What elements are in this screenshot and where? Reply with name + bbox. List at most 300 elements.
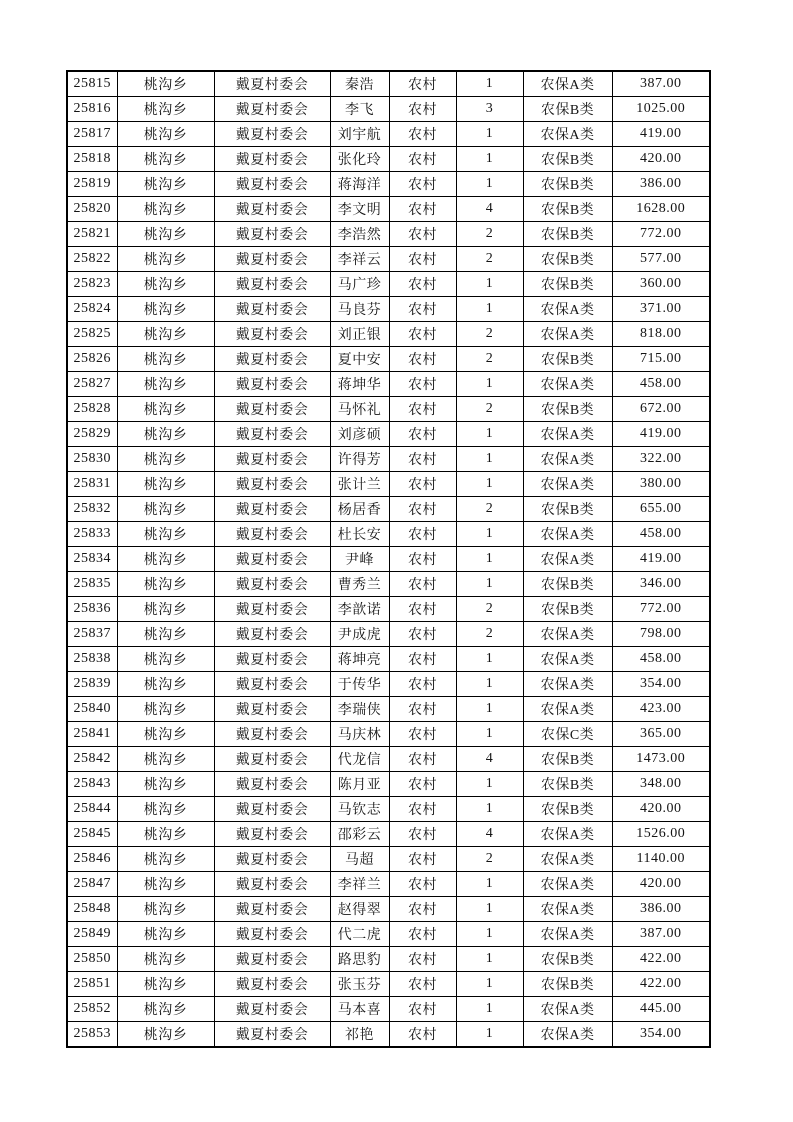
cell-record-id: 25849	[67, 922, 117, 947]
cell-residence-type: 农村	[389, 322, 456, 347]
cell-insurance-category: 农保A类	[523, 122, 612, 147]
cell-record-id: 25824	[67, 297, 117, 322]
cell-person-name: 李歆诺	[330, 597, 389, 622]
cell-insurance-category: 农保A类	[523, 522, 612, 547]
cell-record-id: 25828	[67, 397, 117, 422]
table-row	[67, 222, 710, 247]
cell-residence-type: 农村	[389, 372, 456, 397]
cell-record-id: 25835	[67, 572, 117, 597]
cell-residence-type: 农村	[389, 722, 456, 747]
cell-amount: 577.00	[612, 247, 710, 272]
cell-person-count: 1	[456, 547, 523, 572]
table-row	[67, 247, 710, 272]
cell-person-count: 1	[456, 672, 523, 697]
cell-person-name: 于传华	[330, 672, 389, 697]
cell-township: 桃沟乡	[117, 822, 214, 847]
cell-record-id: 25816	[67, 97, 117, 122]
cell-record-id: 25825	[67, 322, 117, 347]
cell-person-name: 李文明	[330, 197, 389, 222]
cell-person-count: 2	[456, 347, 523, 372]
cell-insurance-category: 农保A类	[523, 472, 612, 497]
cell-amount: 798.00	[612, 622, 710, 647]
cell-township: 桃沟乡	[117, 922, 214, 947]
cell-amount: 1473.00	[612, 747, 710, 772]
cell-township: 桃沟乡	[117, 522, 214, 547]
cell-person-count: 1	[456, 897, 523, 922]
cell-person-name: 马良芬	[330, 297, 389, 322]
table-row	[67, 647, 710, 672]
cell-insurance-category: 农保A类	[523, 872, 612, 897]
cell-residence-type: 农村	[389, 822, 456, 847]
cell-amount: 348.00	[612, 772, 710, 797]
cell-person-name: 陈月亚	[330, 772, 389, 797]
cell-record-id: 25833	[67, 522, 117, 547]
cell-person-count: 3	[456, 97, 523, 122]
cell-record-id: 25845	[67, 822, 117, 847]
cell-amount: 672.00	[612, 397, 710, 422]
cell-record-id: 25840	[67, 697, 117, 722]
cell-person-count: 1	[456, 147, 523, 172]
cell-record-id: 25820	[67, 197, 117, 222]
cell-village-committee: 戴夏村委会	[214, 1022, 330, 1048]
cell-insurance-category: 农保B类	[523, 747, 612, 772]
cell-village-committee: 戴夏村委会	[214, 97, 330, 122]
cell-amount: 386.00	[612, 897, 710, 922]
cell-residence-type: 农村	[389, 1022, 456, 1048]
cell-amount: 422.00	[612, 972, 710, 997]
cell-village-committee: 戴夏村委会	[214, 672, 330, 697]
cell-person-count: 2	[456, 597, 523, 622]
cell-person-name: 尹峰	[330, 547, 389, 572]
cell-village-committee: 戴夏村委会	[214, 447, 330, 472]
cell-record-id: 25842	[67, 747, 117, 772]
cell-person-name: 李瑞侠	[330, 697, 389, 722]
cell-amount: 387.00	[612, 922, 710, 947]
cell-insurance-category: 农保B类	[523, 947, 612, 972]
cell-insurance-category: 农保B类	[523, 772, 612, 797]
cell-village-committee: 戴夏村委会	[214, 947, 330, 972]
cell-person-name: 杨居香	[330, 497, 389, 522]
cell-amount: 458.00	[612, 647, 710, 672]
cell-record-id: 25831	[67, 472, 117, 497]
cell-person-name: 蒋坤华	[330, 372, 389, 397]
cell-township: 桃沟乡	[117, 147, 214, 172]
cell-amount: 322.00	[612, 447, 710, 472]
table-row	[67, 872, 710, 897]
cell-person-count: 1	[456, 647, 523, 672]
cell-village-committee: 戴夏村委会	[214, 347, 330, 372]
cell-person-count: 1	[456, 697, 523, 722]
cell-township: 桃沟乡	[117, 797, 214, 822]
cell-insurance-category: 农保A类	[523, 297, 612, 322]
cell-township: 桃沟乡	[117, 847, 214, 872]
cell-township: 桃沟乡	[117, 97, 214, 122]
cell-record-id: 25819	[67, 172, 117, 197]
cell-person-name: 马超	[330, 847, 389, 872]
cell-person-count: 1	[456, 1022, 523, 1048]
cell-village-committee: 戴夏村委会	[214, 597, 330, 622]
cell-insurance-category: 农保B类	[523, 222, 612, 247]
cell-township: 桃沟乡	[117, 597, 214, 622]
cell-insurance-category: 农保A类	[523, 822, 612, 847]
table-row	[67, 597, 710, 622]
cell-residence-type: 农村	[389, 497, 456, 522]
cell-insurance-category: 农保B类	[523, 97, 612, 122]
cell-person-name: 李浩然	[330, 222, 389, 247]
table-row	[67, 747, 710, 772]
cell-residence-type: 农村	[389, 147, 456, 172]
cell-village-committee: 戴夏村委会	[214, 397, 330, 422]
cell-township: 桃沟乡	[117, 247, 214, 272]
cell-village-committee: 戴夏村委会	[214, 272, 330, 297]
cell-residence-type: 农村	[389, 622, 456, 647]
cell-person-name: 马广珍	[330, 272, 389, 297]
cell-insurance-category: 农保B类	[523, 272, 612, 297]
cell-insurance-category: 农保A类	[523, 647, 612, 672]
cell-village-committee: 戴夏村委会	[214, 172, 330, 197]
cell-township: 桃沟乡	[117, 197, 214, 222]
cell-insurance-category: 农保B类	[523, 247, 612, 272]
cell-township: 桃沟乡	[117, 547, 214, 572]
cell-amount: 346.00	[612, 572, 710, 597]
cell-village-committee: 戴夏村委会	[214, 822, 330, 847]
cell-township: 桃沟乡	[117, 472, 214, 497]
cell-person-name: 曹秀兰	[330, 572, 389, 597]
cell-person-count: 4	[456, 197, 523, 222]
cell-residence-type: 农村	[389, 272, 456, 297]
cell-township: 桃沟乡	[117, 71, 214, 97]
cell-village-committee: 戴夏村委会	[214, 747, 330, 772]
cell-record-id: 25853	[67, 1022, 117, 1048]
table-row	[67, 922, 710, 947]
cell-person-name: 许得芳	[330, 447, 389, 472]
cell-residence-type: 农村	[389, 472, 456, 497]
cell-village-committee: 戴夏村委会	[214, 522, 330, 547]
cell-residence-type: 农村	[389, 597, 456, 622]
cell-record-id: 25836	[67, 597, 117, 622]
cell-township: 桃沟乡	[117, 747, 214, 772]
table-row	[67, 197, 710, 222]
table-row	[67, 822, 710, 847]
cell-township: 桃沟乡	[117, 347, 214, 372]
cell-amount: 1025.00	[612, 97, 710, 122]
cell-person-name: 马怀礼	[330, 397, 389, 422]
cell-insurance-category: 农保A类	[523, 447, 612, 472]
cell-residence-type: 农村	[389, 797, 456, 822]
cell-person-name: 李祥云	[330, 247, 389, 272]
table-row	[67, 297, 710, 322]
cell-person-name: 张玉芬	[330, 972, 389, 997]
cell-amount: 715.00	[612, 347, 710, 372]
cell-village-committee: 戴夏村委会	[214, 772, 330, 797]
cell-person-count: 1	[456, 297, 523, 322]
cell-residence-type: 农村	[389, 97, 456, 122]
cell-township: 桃沟乡	[117, 372, 214, 397]
cell-township: 桃沟乡	[117, 1022, 214, 1048]
cell-insurance-category: 农保A类	[523, 322, 612, 347]
cell-person-name: 代二虎	[330, 922, 389, 947]
cell-residence-type: 农村	[389, 922, 456, 947]
cell-township: 桃沟乡	[117, 297, 214, 322]
table-row	[67, 722, 710, 747]
cell-village-committee: 戴夏村委会	[214, 422, 330, 447]
cell-person-count: 1	[456, 947, 523, 972]
table-row	[67, 572, 710, 597]
cell-village-committee: 戴夏村委会	[214, 572, 330, 597]
table-row	[67, 547, 710, 572]
cell-person-count: 4	[456, 747, 523, 772]
cell-person-name: 代龙信	[330, 747, 389, 772]
cell-township: 桃沟乡	[117, 422, 214, 447]
cell-village-committee: 戴夏村委会	[214, 122, 330, 147]
cell-record-id: 25834	[67, 547, 117, 572]
cell-residence-type: 农村	[389, 347, 456, 372]
cell-village-committee: 戴夏村委会	[214, 622, 330, 647]
cell-person-count: 1	[456, 172, 523, 197]
table-row	[67, 122, 710, 147]
cell-village-committee: 戴夏村委会	[214, 722, 330, 747]
cell-person-count: 1	[456, 122, 523, 147]
cell-person-name: 蒋坤亮	[330, 647, 389, 672]
cell-person-name: 尹成虎	[330, 622, 389, 647]
cell-township: 桃沟乡	[117, 322, 214, 347]
cell-township: 桃沟乡	[117, 947, 214, 972]
cell-person-name: 李祥兰	[330, 872, 389, 897]
cell-insurance-category: 农保A类	[523, 922, 612, 947]
cell-amount: 380.00	[612, 472, 710, 497]
cell-village-committee: 戴夏村委会	[214, 197, 330, 222]
cell-amount: 1526.00	[612, 822, 710, 847]
cell-township: 桃沟乡	[117, 447, 214, 472]
cell-insurance-category: 农保A类	[523, 422, 612, 447]
cell-insurance-category: 农保A类	[523, 897, 612, 922]
cell-village-committee: 戴夏村委会	[214, 847, 330, 872]
table-row	[67, 697, 710, 722]
cell-person-name: 祁艳	[330, 1022, 389, 1048]
cell-amount: 371.00	[612, 297, 710, 322]
cell-person-count: 1	[456, 422, 523, 447]
cell-residence-type: 农村	[389, 872, 456, 897]
cell-residence-type: 农村	[389, 972, 456, 997]
cell-person-count: 2	[456, 222, 523, 247]
cell-amount: 1140.00	[612, 847, 710, 872]
cell-residence-type: 农村	[389, 222, 456, 247]
cell-residence-type: 农村	[389, 397, 456, 422]
cell-township: 桃沟乡	[117, 997, 214, 1022]
table-row	[67, 347, 710, 372]
cell-record-id: 25815	[67, 71, 117, 97]
cell-record-id: 25848	[67, 897, 117, 922]
cell-township: 桃沟乡	[117, 972, 214, 997]
cell-township: 桃沟乡	[117, 622, 214, 647]
cell-amount: 365.00	[612, 722, 710, 747]
cell-person-name: 秦浩	[330, 71, 389, 97]
cell-record-id: 25830	[67, 447, 117, 472]
cell-insurance-category: 农保B类	[523, 147, 612, 172]
cell-person-count: 2	[456, 497, 523, 522]
cell-amount: 422.00	[612, 947, 710, 972]
table-row	[67, 897, 710, 922]
table-row	[67, 447, 710, 472]
cell-person-name: 刘正银	[330, 322, 389, 347]
cell-person-count: 1	[456, 472, 523, 497]
cell-insurance-category: 农保C类	[523, 722, 612, 747]
cell-village-committee: 戴夏村委会	[214, 497, 330, 522]
cell-township: 桃沟乡	[117, 672, 214, 697]
cell-village-committee: 戴夏村委会	[214, 697, 330, 722]
cell-person-count: 2	[456, 397, 523, 422]
cell-record-id: 25847	[67, 872, 117, 897]
cell-record-id: 25829	[67, 422, 117, 447]
cell-amount: 386.00	[612, 172, 710, 197]
cell-residence-type: 农村	[389, 522, 456, 547]
cell-person-count: 1	[456, 272, 523, 297]
cell-township: 桃沟乡	[117, 497, 214, 522]
cell-record-id: 25826	[67, 347, 117, 372]
cell-person-count: 1	[456, 772, 523, 797]
cell-amount: 420.00	[612, 147, 710, 172]
cell-record-id: 25832	[67, 497, 117, 522]
table-row	[67, 97, 710, 122]
cell-amount: 354.00	[612, 1022, 710, 1048]
cell-insurance-category: 农保A类	[523, 372, 612, 397]
cell-village-committee: 戴夏村委会	[214, 71, 330, 97]
cell-residence-type: 农村	[389, 422, 456, 447]
cell-village-committee: 戴夏村委会	[214, 147, 330, 172]
cell-record-id: 25851	[67, 972, 117, 997]
cell-village-committee: 戴夏村委会	[214, 647, 330, 672]
cell-person-name: 刘宇航	[330, 122, 389, 147]
cell-amount: 655.00	[612, 497, 710, 522]
cell-person-name: 赵得翠	[330, 897, 389, 922]
table-row	[67, 422, 710, 447]
cell-residence-type: 农村	[389, 172, 456, 197]
cell-village-committee: 戴夏村委会	[214, 547, 330, 572]
cell-person-name: 张化玲	[330, 147, 389, 172]
table-row	[67, 372, 710, 397]
table-row	[67, 622, 710, 647]
cell-person-count: 1	[456, 997, 523, 1022]
cell-amount: 360.00	[612, 272, 710, 297]
cell-residence-type: 农村	[389, 122, 456, 147]
cell-residence-type: 农村	[389, 547, 456, 572]
cell-person-count: 2	[456, 322, 523, 347]
cell-village-committee: 戴夏村委会	[214, 997, 330, 1022]
cell-person-count: 1	[456, 572, 523, 597]
cell-residence-type: 农村	[389, 897, 456, 922]
cell-record-id: 25850	[67, 947, 117, 972]
cell-village-committee: 戴夏村委会	[214, 372, 330, 397]
cell-record-id: 25852	[67, 997, 117, 1022]
cell-insurance-category: 农保A类	[523, 547, 612, 572]
cell-record-id: 25822	[67, 247, 117, 272]
cell-record-id: 25844	[67, 797, 117, 822]
cell-township: 桃沟乡	[117, 222, 214, 247]
cell-village-committee: 戴夏村委会	[214, 472, 330, 497]
cell-insurance-category: 农保B类	[523, 397, 612, 422]
cell-record-id: 25823	[67, 272, 117, 297]
cell-person-count: 2	[456, 847, 523, 872]
cell-person-name: 马钦志	[330, 797, 389, 822]
cell-person-name: 马本喜	[330, 997, 389, 1022]
cell-township: 桃沟乡	[117, 897, 214, 922]
cell-township: 桃沟乡	[117, 272, 214, 297]
cell-amount: 445.00	[612, 997, 710, 1022]
cell-residence-type: 农村	[389, 572, 456, 597]
cell-residence-type: 农村	[389, 447, 456, 472]
cell-township: 桃沟乡	[117, 172, 214, 197]
cell-person-name: 路思豹	[330, 947, 389, 972]
cell-village-committee: 戴夏村委会	[214, 222, 330, 247]
table-row	[67, 772, 710, 797]
table-row	[67, 172, 710, 197]
cell-record-id: 25839	[67, 672, 117, 697]
cell-residence-type: 农村	[389, 772, 456, 797]
cell-record-id: 25817	[67, 122, 117, 147]
cell-person-count: 1	[456, 797, 523, 822]
cell-township: 桃沟乡	[117, 397, 214, 422]
cell-insurance-category: 农保A类	[523, 997, 612, 1022]
cell-insurance-category: 农保B类	[523, 347, 612, 372]
cell-village-committee: 戴夏村委会	[214, 897, 330, 922]
cell-insurance-category: 农保B类	[523, 572, 612, 597]
cell-amount: 420.00	[612, 872, 710, 897]
table-row	[67, 147, 710, 172]
cell-insurance-category: 农保B类	[523, 172, 612, 197]
cell-residence-type: 农村	[389, 697, 456, 722]
cell-residence-type: 农村	[389, 647, 456, 672]
cell-person-name: 蒋海洋	[330, 172, 389, 197]
cell-amount: 419.00	[612, 122, 710, 147]
table-row	[67, 997, 710, 1022]
table-row	[67, 522, 710, 547]
table-row	[67, 847, 710, 872]
cell-record-id: 25843	[67, 772, 117, 797]
cell-person-name: 刘彦硕	[330, 422, 389, 447]
cell-insurance-category: 农保A类	[523, 847, 612, 872]
cell-residence-type: 农村	[389, 197, 456, 222]
cell-record-id: 25818	[67, 147, 117, 172]
cell-record-id: 25837	[67, 622, 117, 647]
cell-township: 桃沟乡	[117, 647, 214, 672]
cell-person-count: 1	[456, 372, 523, 397]
cell-person-count: 1	[456, 447, 523, 472]
cell-person-name: 邵彩云	[330, 822, 389, 847]
cell-amount: 772.00	[612, 597, 710, 622]
cell-insurance-category: 农保B类	[523, 497, 612, 522]
cell-residence-type: 农村	[389, 71, 456, 97]
table-row	[67, 797, 710, 822]
cell-township: 桃沟乡	[117, 872, 214, 897]
cell-amount: 387.00	[612, 71, 710, 97]
table-row	[67, 272, 710, 297]
cell-village-committee: 戴夏村委会	[214, 247, 330, 272]
cell-amount: 818.00	[612, 322, 710, 347]
cell-record-id: 25846	[67, 847, 117, 872]
cell-insurance-category: 农保A类	[523, 1022, 612, 1048]
cell-amount: 420.00	[612, 797, 710, 822]
cell-village-committee: 戴夏村委会	[214, 922, 330, 947]
cell-amount: 419.00	[612, 547, 710, 572]
table-row	[67, 497, 710, 522]
table-row	[67, 71, 710, 97]
cell-insurance-category: 农保A类	[523, 622, 612, 647]
cell-amount: 354.00	[612, 672, 710, 697]
insurance-payment-table	[66, 70, 711, 1048]
table-row	[67, 972, 710, 997]
cell-record-id: 25821	[67, 222, 117, 247]
cell-insurance-category: 农保B类	[523, 972, 612, 997]
